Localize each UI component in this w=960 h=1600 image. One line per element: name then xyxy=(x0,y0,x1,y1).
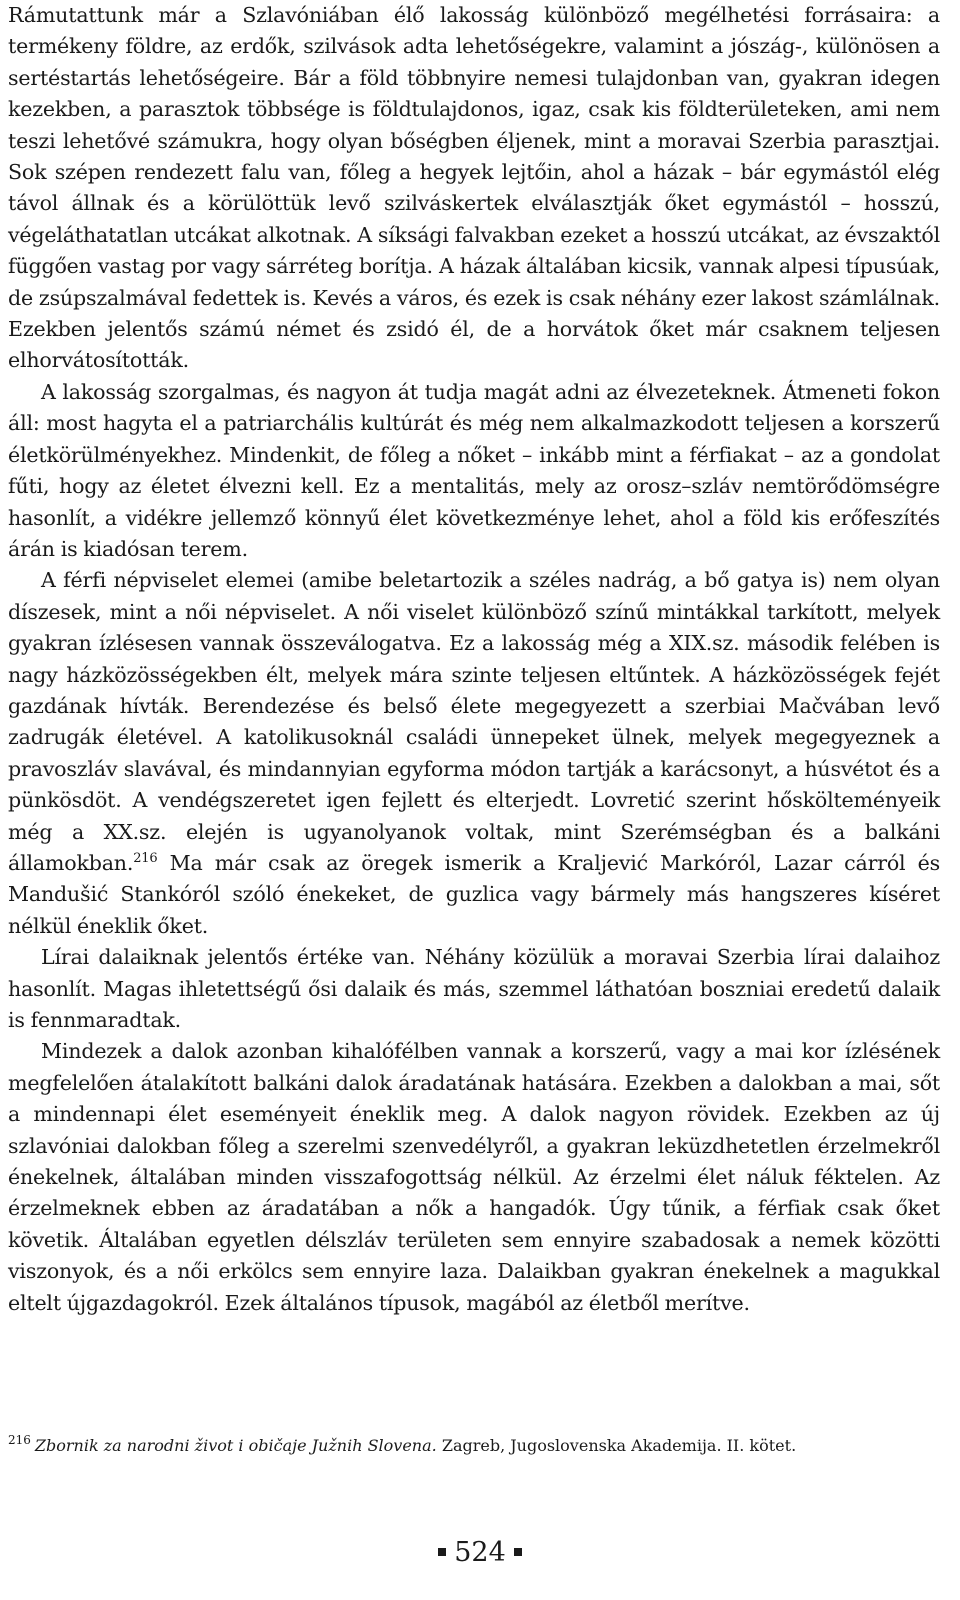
footnote xyxy=(8,1434,940,1458)
paragraph-3-text: A férfi népviselet elemei (amibe beletartozik a széles nadrág, a bő gatya is) nem olyan díszesek, mint a női népviselet. A női viselet különböző színű mintákkal tarkított, melyek gyakran ízlésesen vannak összeválogatva. Ez a lakosság még a XIX.sz. második felében is nagy házközösségekben élt, melyek mára szinte teljesen eltűntek. A házközösségek fejét gazdának hívták. Berendezése és belső élete megegyezett a szerbiai Mačvában levő zadrugák életével. A katolikusoknál családi ünnepeket ülnek, melyek megegyeznek a pravoszláv slavával, és mindannyian egyforma módon tartják a karácsonyt, a húsvétot és a pünkösdöt. A vendégszeretet igen fejlett és elterjedt. Lovretić szerint hőskölteményeik még a XX.sz. elején is ugyanolyanok voltak, mint Szerémségban és a balkáni államokban. xyxy=(8,568,940,875)
page-number-block xyxy=(0,1533,960,1573)
paragraph-1: Rámutattunk már a Szlavóniában élő lakosság különböző megélhetési forrásaira: a termékeny földre, az erdők, szilvások adta lehetőségekre, valamint a jószág-, különösen a sertéstartás lehetőségeire. Bár a föld többnyire nemesi tulajdonban van, gyakran idegen kezekben, a parasztok többsége is földtulajdonos, igaz, csak kis földterületeken, ami nem teszi lehetővé számukra, hogy olyan bőségben éljenek, mint a moravai Szerbia parasztjai. Sok szépen rendezett falu van, főleg a hegyek lejtőin, ahol a házak – bár egymástól elég távol állnak és a körülöttük levő szilváskertek elválasztják őket egymástól – hosszú, végeláthatatlan utcákat alkotnak. A síksági falvakban ezeket a hosszú utcákat, az évszaktól függően vastag por vagy sárréteg borítja. A házak általában kicsik, vannak alpesi típusúak, de zsúpszalmával fedettek is. Kevés a város, és ezek is csak néhány ezer lakost számlálnak. Ezekben jelentős számú német és zsidó él, de a horvátok őket már csaknem teljesen elhorvátosították. xyxy=(8,3,940,373)
main-text xyxy=(8,0,940,1319)
footnote-title: Zbornik za narodni život i običaje Južnih Slovena. xyxy=(34,1436,437,1455)
paragraph-5: Mindezek a dalok azonban kihalófélben vannak a korszerű, vagy a mai kor ízlésének megfelelően átalakított balkáni dalok áradatának hatására. Ezekben a dalokban a mai, sőt a mindennapi élet eseményeit éneklik meg. A dalok nagyon rövidek. Ezekben az új szlavóniai dalokban főleg a szerelmi szenvedélyről, a gyakran leküzdhetetlen érzelmekről énekelnek, általában minden visszafogottság nélkül. Az érzelmi élet náluk féktelen. Az érzelmeknek ebben az áradatában a nők a hangadók. Úgy tűnik, a férfiak csak őket követik. Általában egyetlen délszláv területen sem ennyire szabadosak a nemek közötti viszonyok, és a női erkölcs sem ennyire laza. Dalaikban gyakran énekelnek a magukkal eltelt újgazdagokról. Ezek általános típusok, magából az életből merítve. xyxy=(8,1039,940,1315)
paragraph-3-text-continued: Ma már csak az öregek ismerik a Kraljević Markóról, Lazar cárról és Mandušić Stankóról szóló énekeket, de guzlica vagy bármely más hangszeres kíséret nélkül éneklik őket. xyxy=(8,850,940,938)
square-bullet-icon xyxy=(438,1548,446,1556)
square-bullet-icon xyxy=(514,1548,522,1556)
page-number: 524 xyxy=(454,1537,506,1568)
footnote-details: Zagreb, Jugoslovenska Akademija. II. kötet. xyxy=(436,1436,797,1455)
paragraph-4: Lírai dalaiknak jelentős értéke van. Néhány közülük a moravai Szerbia lírai dalaihoz hasonlít. Magas ihletettségű ősi dalaik és más, szemmel láthatóan boszniai eredetű dalaik is fennmaradtak. xyxy=(8,945,940,1032)
paragraph-3 xyxy=(8,565,940,942)
paragraph-2: A lakosság szorgalmas, és nagyon át tudja magát adni az élvezeteknek. Átmeneti fokon áll: most hagyta el a patriarchális kultúrát és még nem alkalmazkodott teljesen a korszerű életkörülményekhez. Mindenkit, de főleg a nőket – inkább mint a férfiakat – az a gondolat fűti, hogy az életet élvezni kell. Ez a mentalitás, mely az orosz–szláv nemtörődömségre hasonlít, a vidékre jellemző könnyű élet következménye lehet, ahol a föld kis erőfeszítés árán is kiadósan terem. xyxy=(8,379,940,561)
footnote-number: 216 xyxy=(8,1433,31,1447)
footnote-reference[interactable]: 216 xyxy=(133,850,158,866)
